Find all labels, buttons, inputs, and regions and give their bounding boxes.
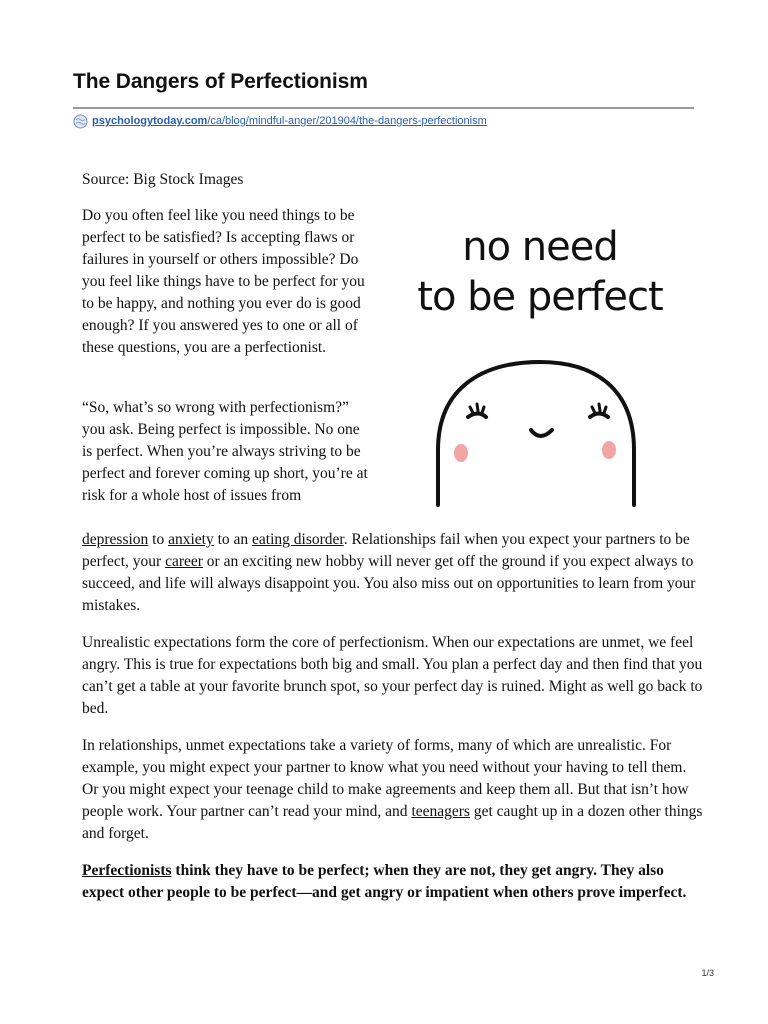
page-number: 1/3 — [701, 968, 714, 978]
url-domain[interactable]: psychologytoday.com — [92, 115, 208, 127]
paragraph-3: Unrealistic expectations form the core of perfectionism. When our expectations are unmet, we feel angry. This is true for expectations both big and small. You plan a perfect day and then find that you can’t get a table at your favorite brunch spot, so your perfect day is ruined. Might as well go back to bed. — [82, 634, 703, 717]
para5-text: think they have to be perfect; when they are not, they get angry. They also expect other people to be perfect—and get angry or impatient when others prove imperfect. — [82, 862, 687, 901]
paragraph-1: Do you often feel like you need things to be perfect to be satisfied? Is accepting flaws or failures in yourself or others impossible? Do you feel like things have to be perfect for you to be happy, and nothing you ever do is good enough? If you answered yes to one or all of these questions, you are a perfectionist. — [82, 207, 365, 356]
left-cheek — [454, 444, 468, 462]
paragraph-4 — [82, 735, 704, 845]
link-teenagers[interactable]: teenagers — [411, 803, 470, 820]
link-perfectionists[interactable]: Perfectionists — [82, 862, 172, 879]
image-source-caption: Source: Big Stock Images — [82, 171, 244, 188]
para2-text-2: to an — [213, 531, 253, 548]
title-divider — [73, 107, 694, 109]
smile-icon — [531, 430, 552, 436]
para2-text-1: to — [148, 531, 169, 548]
left-eye-icon — [468, 404, 486, 417]
link-career[interactable]: career — [165, 553, 203, 570]
paragraph-2-intro: “So, what’s so wrong with perfectionism?” you ask. Being perfect is impossible. No one is perfect. When you’re always striving to be perfect and forever coming up short, you’re at risk for a whole host of issues from — [82, 399, 368, 504]
right-cheek — [602, 441, 616, 459]
source-url[interactable] — [73, 113, 487, 129]
link-depression[interactable]: depression — [82, 531, 149, 548]
paragraph-5 — [82, 860, 704, 904]
link-anxiety[interactable]: anxiety — [168, 531, 214, 548]
para4-tail: get caught up in a dozen other things and forget. — [82, 803, 703, 842]
para2-text-3: . Relationships fail when you expect your partners to be perfect, your — [82, 531, 690, 570]
paragraph-2-continued — [82, 529, 704, 617]
link-eating-disorder[interactable]: eating disorder — [252, 531, 344, 548]
para4-text: In relationships, unmet expectations take a variety of forms, many of which are unrealistic. For example, you might expect your partner to know what you need without your having to tell them. Or you might expect your teenage child to make agreements and keep them all. But that isn’t how people work. Your partner can’t read your mind, and — [82, 737, 689, 820]
illustration-line-1: no need — [462, 224, 618, 270]
right-eye-icon — [590, 404, 608, 417]
globe-icon — [73, 114, 88, 129]
no-need-to-be-perfect-illustration — [408, 210, 678, 510]
illustration-line-2: to be perfect — [417, 274, 663, 320]
page-title: The Dangers of Perfectionism — [73, 70, 368, 93]
para2-text-4: or an exciting new hobby will never get off the ground if you expect always to succeed, and life will always disappoint you. You also miss out on opportunities to learn from your mistakes. — [82, 553, 696, 614]
url-path[interactable]: /ca/blog/mindful-anger/201904/the-dangers-perfectionism — [207, 115, 487, 127]
